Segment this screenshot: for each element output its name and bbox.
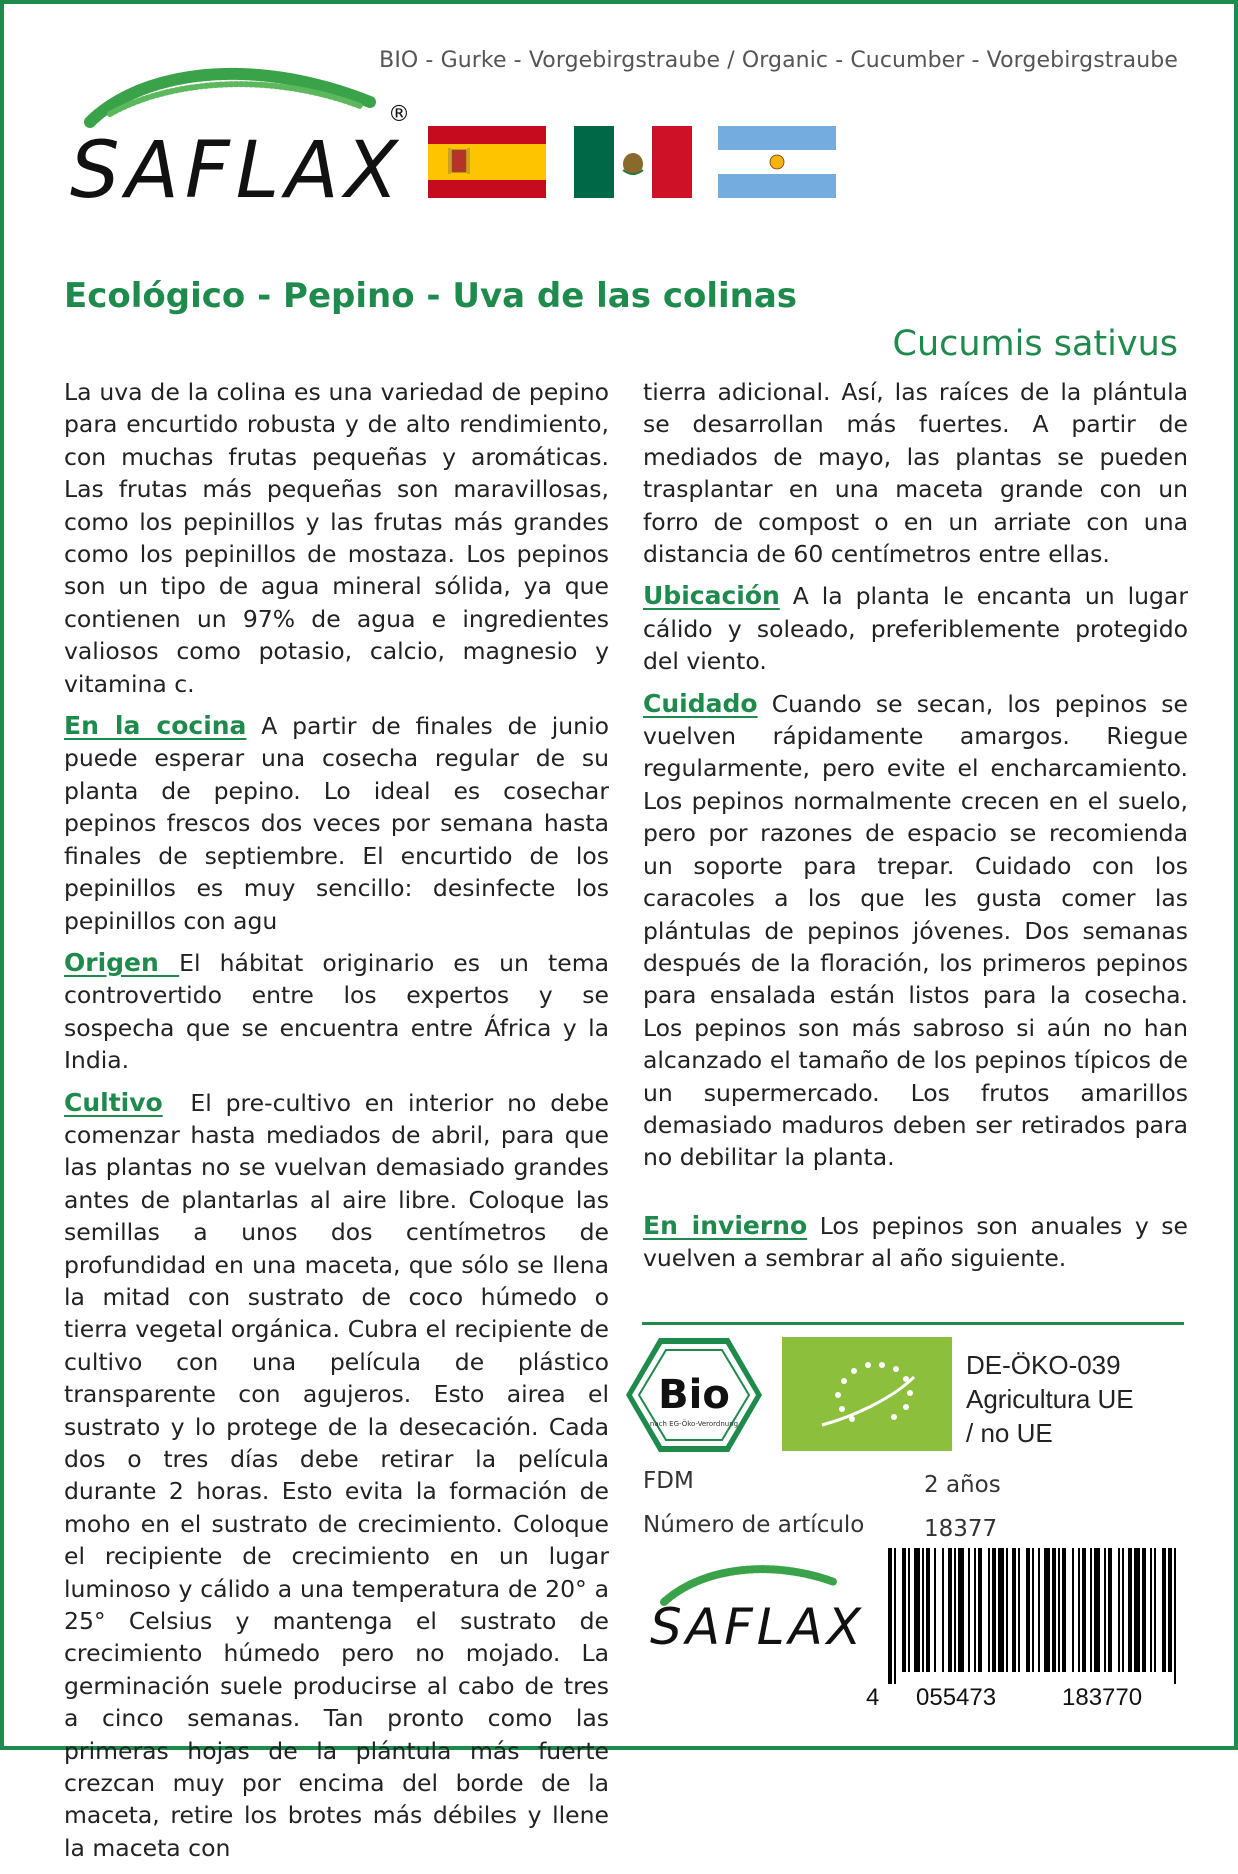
cultivation-text: El pre-cultivo en interior no debe comenzar hasta mediados de abril, para que las plantas no se vuelvan demasiado grandes antes de plantarlas al aire libre. Coloque las semillas a unos dos centímetros de profundidad en una maceta, que sólo se llena la mitad con sustrato de coco húmedo o tierra vegetal orgánica. Cubra el recipiente de cultivo con una película de plástico transparente con agujeros. Esto airea el sustrato y lo protege de la desecación. Cada dos o tres días debe retirar la película durante 2 horas. Esto evita la formación de moho en el sustrato de crecimiento. Coloque el recipiente de crecimiento en un lugar luminoso y cálido a una temperatura de 20° a 25° Celsius y mantenga el sustrato de crecimiento húmedo pero no mojado. La germinación suele producirse al cabo de tres a cinco semanas. Tan pronto como las primeras hojas de la plántula más fuerte crezcan muy por encima del borde de la maceta, retire los brotes más débiles y llene la maceta con (64, 1088, 617, 1862)
barcode-bar (926, 1548, 930, 1672)
barcode-bar (1032, 1548, 1034, 1672)
barcode-bar (894, 1548, 896, 1684)
care-heading: Cuidado (643, 688, 758, 718)
barcode-bar (1006, 1548, 1008, 1672)
product-title: Ecológico - Pepino - Uva de las colinas (64, 276, 798, 316)
agriculture-origin: Agricultura UE (966, 1384, 1134, 1414)
saflax-logo-small (644, 1556, 864, 1666)
product-name-multilingual: BIO - Gurke - Vorgebirgstraube / Organic - Cucumber - Vorgebirgstraube (379, 48, 1178, 73)
barcode-bar (974, 1548, 976, 1672)
origin-heading: Origen (64, 947, 180, 977)
article-number-label: Número de artículo (643, 1512, 865, 1538)
barcode-bar (914, 1548, 920, 1672)
bio-seal-label: Bio (658, 1372, 730, 1418)
barcode-bar (1174, 1548, 1176, 1684)
article-number-value: 18377 (924, 1516, 998, 1542)
barcode-bar (902, 1548, 906, 1672)
winter-section (643, 1210, 1188, 1275)
brand-name-small: SAFLAX (650, 1598, 866, 1656)
winter-text: Los pepinos son anuales y se vuelven a sembrar al año siguiente. (643, 1211, 1188, 1273)
bio-seal-icon (624, 1334, 764, 1456)
barcode-bar (908, 1548, 910, 1672)
barcode-bar (1150, 1548, 1152, 1672)
barcode-first-digit: 4 (866, 1684, 880, 1711)
barcode-bar (1072, 1548, 1074, 1672)
barcode-bar (988, 1548, 990, 1672)
barcode-bar (942, 1548, 944, 1672)
barcode-bar (1122, 1548, 1124, 1672)
kitchen-heading: En la cocina (64, 711, 247, 741)
barcode-bar (948, 1548, 952, 1672)
barcode-bar (1082, 1548, 1086, 1672)
cultivation-continuation: tierra adicional. Así, las raíces de la plántula se desarrollan más fuertes. A partir de mediados de mayo, las plantas se pueden trasplantar en una maceta grande con un forro de compost o en un arriate con una distancia de 60 centímetros entre ellas. (643, 378, 1188, 569)
agriculture-origin-2: / no UE (966, 1418, 1053, 1448)
barcode-bar (1108, 1548, 1112, 1672)
barcode-bar (1104, 1548, 1106, 1672)
barcode-bar (992, 1548, 996, 1672)
barcode-bar (958, 1548, 964, 1672)
argentina-flag-icon (718, 126, 836, 198)
barcode-bar (1134, 1548, 1140, 1672)
barcode-bar (1038, 1548, 1040, 1672)
barcode-bar (1162, 1548, 1166, 1672)
barcode-bar (954, 1548, 956, 1672)
location-section (643, 580, 1188, 677)
barcode-bar (1026, 1548, 1030, 1672)
left-text-column (64, 376, 617, 1874)
barcode-right-digits: 183770 (1062, 1684, 1143, 1711)
registered-mark: ® (388, 102, 410, 127)
barcode-bar (1154, 1548, 1156, 1672)
barcode-bar (922, 1548, 924, 1672)
barcode-bar (1142, 1548, 1146, 1672)
barcode-bar (1078, 1548, 1080, 1672)
eco-control-code: DE-ÖKO-039 (966, 1350, 1121, 1380)
barcode-bar (1094, 1548, 1100, 1672)
certification-text (966, 1348, 1134, 1450)
barcode-bar (1128, 1548, 1132, 1672)
fdm-value: 2 años (924, 1472, 1001, 1498)
barcode-bar (978, 1548, 982, 1672)
kitchen-text: A partir de finales de junio puede esperar una cosecha regular de su planta de pepino. Lo ideal es cosechar pepinos frescos dos veces por semana hasta finales de septiembre. El encurtido de los pepinillos es muy sencillo: desinfecte los pepinillos con agu (64, 712, 609, 935)
barcode-bar (968, 1548, 970, 1672)
origin-section (64, 947, 609, 1077)
barcode-bar (1062, 1548, 1066, 1672)
location-text: A la planta le encanta un lugar cálido y soleado, preferiblemente protegido del viento. (643, 582, 1188, 676)
barcode-bar (934, 1548, 936, 1672)
barcode (884, 1548, 1184, 1684)
eu-leaf-stars-icon (782, 1337, 952, 1451)
care-text: Cuando se secan, los pepinos se vuelven rápidamente amargos. Riegue regularmente, pero evite el encharcamiento. Los pepinos normalmente crecen en el suelo, pero por razones de espacio se recomienda un soporte para trepar. Cuidado con los caracoles a los que les gusta comer las plántulas de pepinos jóvenes. Dos semanas después de la floración, los primeros pepinos para ensalada están listos para la cosecha. Los pepinos son más sabroso si aún no han alcanzado el tamaño de los pepinos típicos de un supermercado. Los frutos amarillos demasiado maduros deben ser retirados para no debilitar la planta. (643, 689, 1188, 1172)
barcode-bar (1118, 1548, 1120, 1672)
barcode-bar (1044, 1548, 1050, 1672)
barcode-bar (1168, 1548, 1172, 1672)
barcode-bar (998, 1548, 1004, 1672)
origin-text: El hábitat originario es un tema controvertido entre los expertos y se sospecha que se encuentra entre África y la India. (64, 948, 609, 1075)
cultivation-heading: Cultivo (64, 1087, 163, 1117)
spain-flag-icon (428, 126, 546, 198)
barcode-bar (1018, 1548, 1020, 1672)
kitchen-section (64, 710, 609, 937)
location-heading: Ubicación (643, 581, 780, 611)
eu-organic-logo (782, 1337, 952, 1451)
barcode-bar (888, 1548, 892, 1684)
cultivation-section (64, 1087, 617, 1865)
winter-heading: En invierno (643, 1210, 808, 1240)
saflax-logo (70, 62, 410, 216)
barcode-left-digits: 055473 (916, 1684, 997, 1711)
barcode-bar (1090, 1548, 1092, 1672)
intro-paragraph: La uva de la colina es una variedad de pepino para encurtido robusta y de alto rendimiento, con muchas frutas pequeñas y aromáticas. Las frutas más pequeñas son maravillosas, como los pepinillos y las frutas más grandes como los pepinillos de mostaza. Los pepinos son un tipo de agua mineral sólida, ya que contienen un 97% de agua e ingredientes valiosos como potasio, calcio, magnesio y vitamina c. (64, 378, 609, 698)
right-text-column (643, 376, 1188, 1285)
barcode-bar (1058, 1548, 1060, 1672)
care-section (643, 688, 1188, 1174)
latin-name: Cucumis sativus (892, 324, 1178, 364)
certification-divider (642, 1322, 1184, 1325)
mexico-flag-icon (574, 126, 692, 198)
brand-name: SAFLAX (70, 126, 404, 216)
barcode-bar (1012, 1548, 1016, 1672)
barcode-bar (1052, 1548, 1056, 1672)
fdm-label: FDM (643, 1468, 694, 1494)
bio-seal-small: nach EG-Öko-Verordnung (649, 1420, 739, 1428)
